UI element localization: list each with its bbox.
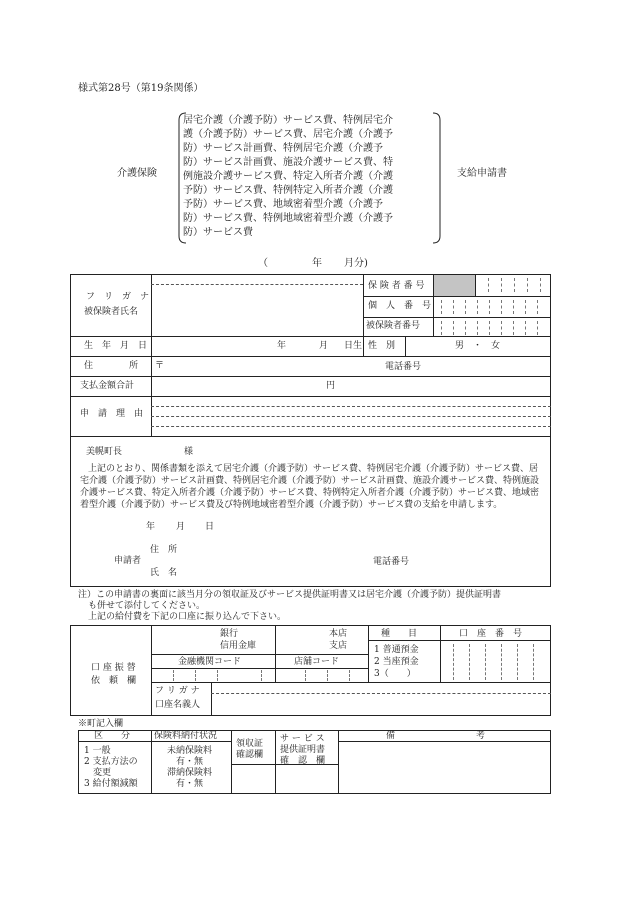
decl-day: 日 bbox=[205, 522, 215, 532]
branch-code-label: 店舗コード bbox=[294, 657, 340, 667]
delinquent-premium-choice[interactable]: 有・無 bbox=[176, 779, 204, 789]
receipt-header-2: 確認欄 bbox=[236, 750, 264, 760]
bank-section-label-2: 依 頼 欄 bbox=[91, 676, 137, 686]
birth-month: 月 bbox=[319, 341, 329, 351]
payment-status-header: 保険料納付状況 bbox=[154, 731, 218, 741]
title-bracket-line: 護（介護予防）サービス費、居宅介護（介護予 bbox=[183, 129, 393, 140]
decl-month: 月 bbox=[176, 522, 186, 532]
title-left: 介護保険 bbox=[117, 168, 157, 179]
period-month: 月分) bbox=[344, 258, 368, 269]
insured-name-field[interactable] bbox=[152, 286, 362, 336]
birth-year: 年 bbox=[277, 341, 287, 351]
title-bracket-line: 防）サービス計画費、施設介護サービス費、特 bbox=[183, 157, 393, 168]
furigana-label: フ リ ガ ナ bbox=[86, 292, 150, 302]
right-brace bbox=[431, 112, 443, 244]
account-type-2[interactable]: 2 当座預金 bbox=[374, 657, 419, 667]
service-header-1: サ ー ビ ス bbox=[280, 734, 325, 744]
account-type-3[interactable]: 3（ ） bbox=[374, 669, 416, 679]
birth-label: 生 年 月 日 bbox=[84, 341, 148, 351]
category-header: 区 分 bbox=[94, 731, 131, 741]
category-2[interactable]: 2 支払方法の bbox=[84, 757, 138, 767]
title-bracket-line: 防）サービス費 bbox=[183, 227, 253, 238]
account-holder-field[interactable] bbox=[212, 694, 550, 715]
number-digit-boxes[interactable] bbox=[433, 274, 551, 336]
unpaid-premium-label: 未納保険料 bbox=[167, 746, 213, 756]
note-line-3: 上記の給付費を下記の口座に振り込んで下さい。 bbox=[88, 612, 287, 622]
form-number: 様式第28号（第19条関係） bbox=[78, 83, 204, 94]
decl-year: 年 bbox=[146, 522, 156, 532]
title-bracket-line: 居宅介護（介護予防）サービス費、特例居宅介 bbox=[183, 115, 393, 126]
account-holder-label: 口座名義人 bbox=[155, 700, 201, 710]
personal-number-label: 個 人 番 号 bbox=[368, 301, 432, 311]
account-number-header: 口 座 番 号 bbox=[459, 629, 523, 639]
period-open: （ bbox=[258, 258, 268, 269]
applicant-address-label: 住 所 bbox=[150, 545, 178, 555]
remarks-header: 備 考 bbox=[386, 731, 486, 741]
sex-options[interactable]: 男 ・ 女 bbox=[455, 341, 501, 351]
insured-number-label: 被保険者番号 bbox=[366, 321, 421, 331]
branch-label: 支店 bbox=[329, 641, 348, 651]
title-right: 支給申請書 bbox=[457, 168, 507, 179]
insured-name-label: 被保険者氏名 bbox=[84, 307, 139, 317]
title-bracket-line: 例施設介護サービス費、特定入所者介護（介護 bbox=[183, 171, 393, 182]
addressee: 美幌町長 bbox=[86, 447, 123, 457]
sex-label: 性 別 bbox=[368, 341, 396, 351]
service-header-3: 確 認 欄 bbox=[280, 756, 326, 766]
category-3[interactable]: 3 給付額減額 bbox=[84, 779, 138, 789]
title-bracket-line: 防）サービス費、特例地域密着型介護（介護予 bbox=[183, 213, 393, 224]
credit-union-label: 信用金庫 bbox=[220, 641, 257, 651]
yen-label: 円 bbox=[326, 381, 336, 391]
receipt-header-1: 領収証 bbox=[236, 739, 264, 749]
period-year: 年 bbox=[312, 258, 322, 269]
declaration-body: 上記のとおり、関係書類を添えて居宅介護（介護予防）サービス費、特例居宅介護（介護予防）サービス費、居宅介護（介護予防）サービス計画費、特例居宅介護（介護予防）サービス計画費、施設介護サービス費、特例施設介護サービス費、特定入所者介護（介護予防）サービス費、特例特定入所者介護（介護予防）サービス費、地域密着型介護（介護予防）サービス費及び特例地域密着型介護（介護予防）サービス費の支給を申請します。 bbox=[80, 464, 540, 510]
category-1[interactable]: 1 一般 bbox=[84, 746, 111, 756]
applicant-name-label: 氏 名 bbox=[150, 568, 178, 578]
head-office-label: 本店 bbox=[329, 629, 348, 639]
institution-code-label: 金融機関コード bbox=[178, 657, 242, 667]
address-field[interactable] bbox=[168, 357, 378, 375]
birth-day: 日生 bbox=[344, 341, 363, 351]
account-type-header: 種 目 bbox=[381, 629, 418, 639]
bank-section-label-1: 口 座 振 替 bbox=[91, 663, 136, 673]
service-header-2: 提供証明書 bbox=[280, 745, 326, 755]
title-bracket-line: 予防）サービス費、特例特定入所者介護（介護 bbox=[183, 185, 393, 196]
insurer-number-label: 保 険 者 番 号 bbox=[368, 281, 425, 291]
applicant-phone-label: 電話番号 bbox=[373, 557, 410, 567]
total-amount-field[interactable] bbox=[152, 377, 322, 395]
phone-label: 電話番号 bbox=[385, 362, 422, 372]
town-section-title: ※町記入欄 bbox=[78, 719, 124, 729]
account-type-1[interactable]: 1 普通預金 bbox=[374, 645, 419, 655]
reason-field[interactable] bbox=[152, 397, 550, 435]
applicant-label: 申請者 bbox=[114, 556, 142, 566]
note-line-1: 注）この申請書の裏面に該当月分の領収証及びサービス提供証明書又は居宅介護（介護予防）提供証明書 bbox=[78, 590, 502, 600]
postal-mark: 〒 bbox=[155, 361, 165, 371]
bank-label: 銀行 bbox=[220, 629, 239, 639]
code-digit-boxes[interactable] bbox=[151, 668, 368, 682]
address-label: 住 所 bbox=[84, 361, 139, 371]
title-bracket-line: 予防）サービス費、地域密着型介護（介護予 bbox=[183, 199, 383, 210]
holder-furigana-label: フ リ ガ ナ bbox=[155, 686, 200, 696]
unpaid-premium-choice[interactable]: 有・無 bbox=[176, 757, 204, 767]
addressee-honorific: 様 bbox=[184, 447, 194, 457]
total-amount-label: 支払金額合計 bbox=[80, 381, 135, 391]
title-bracket-line: 防）サービス計画費、特例居宅介護（介護予 bbox=[183, 143, 383, 154]
note-line-2: も併せて添付してください。 bbox=[88, 601, 206, 611]
category-2-cont: 変更 bbox=[93, 768, 112, 778]
reason-label: 申 請 理 由 bbox=[80, 409, 144, 419]
delinquent-premium-label: 滞納保険料 bbox=[167, 768, 213, 778]
account-number-boxes[interactable] bbox=[440, 640, 551, 682]
